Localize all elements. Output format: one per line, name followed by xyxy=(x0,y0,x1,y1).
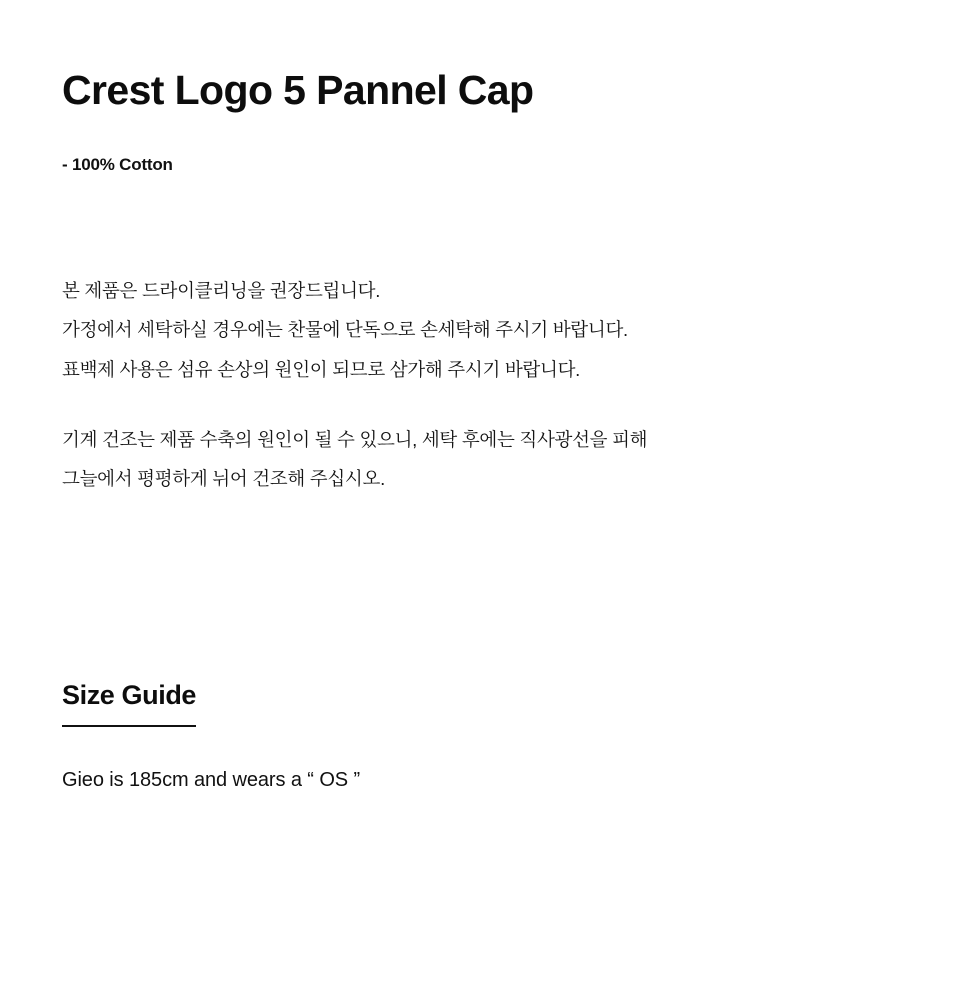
care-line: 기계 건조는 제품 수축의 원인이 될 수 있으니, 세탁 후에는 직사광선을 피해 xyxy=(62,428,648,450)
model-size-note: Gieo is 185cm and wears a “ OS ” xyxy=(62,769,361,792)
care-instructions xyxy=(62,175,898,498)
page-title: Crest Logo 5 Pannel Cap xyxy=(62,67,534,113)
size-guide-heading: Size Guide xyxy=(62,680,196,727)
care-line: 본 제품은 드라이클리닝을 권장드립니다. xyxy=(62,280,381,302)
size-guide-section xyxy=(62,498,898,792)
care-paragraph-divider xyxy=(62,389,898,420)
care-line: 가정에서 세탁하실 경우에는 찬물에 단독으로 손세탁해 주시기 바랍니다. xyxy=(62,319,628,341)
care-line: 그늘에서 평평하게 뉘어 건조해 주십시오. xyxy=(62,468,385,490)
care-line: 표백제 사용은 섬유 손상의 원인이 되므로 삼가해 주시기 바랍니다. xyxy=(62,358,580,380)
material-composition: - 100% Cotton xyxy=(62,155,173,175)
